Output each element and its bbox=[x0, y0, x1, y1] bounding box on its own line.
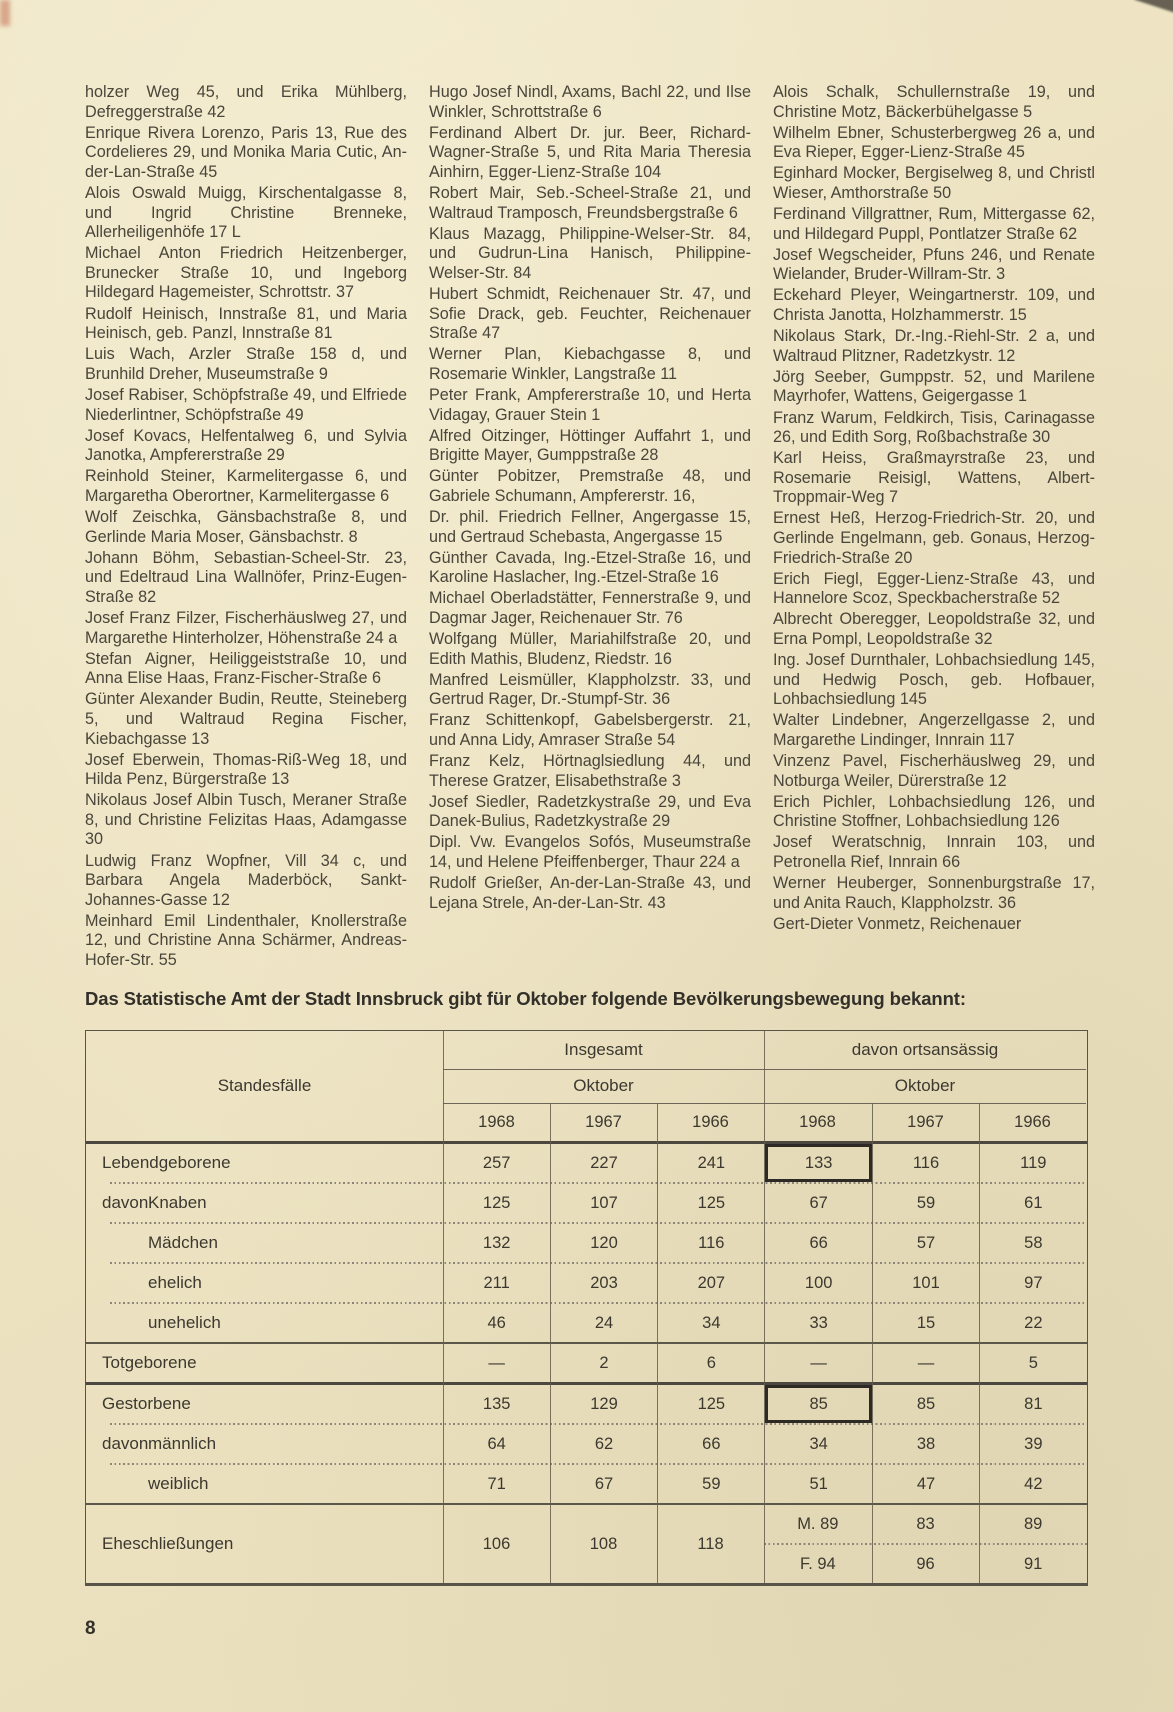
value-cell: 67 bbox=[594, 1474, 614, 1493]
value-cell: 46 bbox=[487, 1313, 506, 1332]
table-column-rule bbox=[657, 1103, 658, 1583]
register-entry: Luis Wach, Arzler Straße 158 d, und Brunhild Dreher, Museumstraße 9 bbox=[85, 345, 407, 383]
table-column-rule bbox=[872, 1103, 873, 1583]
value-cell: — bbox=[810, 1353, 827, 1372]
table-row-totgeborene bbox=[86, 1344, 1087, 1382]
value-cell: 116 bbox=[698, 1233, 725, 1252]
register-entry: Ing. Josef Durnthaler, Lohbachsiedlung 145, und Hedwig Posch, geb. Hofbauer, Lohbachsiedlung 145 bbox=[773, 651, 1095, 709]
group-header-insgesamt: Insgesamt bbox=[564, 1040, 643, 1059]
table-body bbox=[86, 1144, 1087, 1583]
register-entry: Franz Warum, Feldkirch, Tisis, Carinagasse 26, und Edith Sorg, Roßbachstraße 30 bbox=[773, 408, 1095, 447]
value-cell: 207 bbox=[697, 1273, 726, 1292]
table-header bbox=[86, 1031, 1087, 1141]
row-label bbox=[86, 1224, 443, 1262]
register-entry: Josef Rabiser, Schöpfstraße 49, und Elfriede Niederlintner, Schöpfstraße 49 bbox=[85, 385, 407, 424]
table-row-lebendgeborene bbox=[86, 1144, 1087, 1182]
value-cell: 96 bbox=[916, 1554, 935, 1573]
register-entry: Josef Siedler, Radetzkystraße 29, und Eva Danek-Bulius, Radetzkystraße 29 bbox=[429, 792, 751, 831]
year-header: 1966 bbox=[1014, 1112, 1051, 1131]
column-header-standesfaelle: Standesfälle bbox=[217, 1076, 312, 1095]
value-cell: 118 bbox=[697, 1534, 724, 1553]
value-cell: 67 bbox=[809, 1193, 828, 1212]
register-entry: Johann Böhm, Sebastian-Scheel-Str. 23, und Edeltraud Lina Wallnöfer, Prinz-Eugen-Straße 82 bbox=[85, 548, 407, 606]
table-row-davon-maennlich bbox=[86, 1425, 1087, 1463]
register-entry: Werner Heuberger, Sonnenburgstraße 17, und Anita Rauch, Klappholzstr. 36 bbox=[773, 874, 1095, 912]
names-column-left bbox=[85, 83, 407, 972]
value-cell: 89 bbox=[1023, 1514, 1043, 1533]
row-label-text: ehelich bbox=[148, 1273, 202, 1292]
value-cell: 39 bbox=[1024, 1434, 1043, 1453]
register-entry: Dipl. Vw. Evangelos Sofós, Museumstraße 14, und Helene Pfeiffenberger, Thaur 224 a bbox=[429, 833, 751, 872]
value-cell: 97 bbox=[1024, 1273, 1043, 1292]
value-cell: 119 bbox=[1020, 1153, 1047, 1172]
register-entry: Gert-Dieter Vonmetz, Reichenauer bbox=[773, 914, 1022, 933]
register-entry: Peter Frank, Ampfererstraße 10, und Herta Vidagay, Grauer Stein 1 bbox=[429, 385, 751, 424]
value-cell: 132 bbox=[482, 1233, 511, 1252]
scan-smudge-dark-icon bbox=[1134, 0, 1173, 14]
table-column-rule bbox=[550, 1103, 551, 1583]
register-entry: Reinhold Steiner, Karmelitergasse 6, und Margaretha Oberortner, Karmelitergasse 6 bbox=[85, 467, 407, 505]
register-entry: Ludwig Franz Wopfner, Vill 34 c, und Barbara Angela Maderböck, Sankt-Johannes-Gasse 12 bbox=[85, 851, 407, 909]
year-header: 1967 bbox=[907, 1112, 944, 1131]
row-label: Eheschließungen bbox=[102, 1534, 234, 1553]
local-split-cells bbox=[764, 1505, 1087, 1583]
register-entry: Wilhelm Ebner, Schusterbergweg 26 a, und Eva Rieper, Egger-Lienz-Straße 45 bbox=[773, 123, 1095, 162]
row-label-text: Mädchen bbox=[148, 1233, 218, 1252]
register-entry: Nikolaus Stark, Dr.-Ing.-Riehl-Str. 2 a, und Waltraud Plitzner, Radetzkystr. 12 bbox=[773, 327, 1095, 365]
value-cell: 24 bbox=[594, 1313, 614, 1332]
value-cell: 33 bbox=[809, 1313, 828, 1332]
register-entry: Werner Plan, Kiebachgasse 8, und Rosemarie Winkler, Langstraße 11 bbox=[429, 345, 751, 383]
table-row-weiblich bbox=[86, 1465, 1087, 1503]
month-header-ortsansaessig: Oktober bbox=[894, 1076, 956, 1095]
register-entry: Alois Schalk, Schullernstraße 19, und Christine Motz, Bäckerbühelgasse 5 bbox=[773, 83, 1095, 121]
register-entry: Rudolf Grießer, An-der-Lan-Straße 43, und Lejana Strele, An-der-Lan-Str. 43 bbox=[429, 874, 751, 912]
register-entry: Wolfgang Müller, Mariahilfstraße 20, und Edith Mathis, Bludenz, Riedstr. 16 bbox=[429, 630, 751, 668]
month-header-insgesamt: Oktober bbox=[573, 1076, 634, 1095]
register-entry: Günther Cavada, Ing.-Etzel-Straße 16, und Karoline Haslacher, Ing.-Etzel-Straße 16 bbox=[429, 548, 751, 587]
value-cell: 34 bbox=[702, 1313, 721, 1332]
row-label bbox=[86, 1425, 443, 1463]
register-entry: Josef Wegscheider, Pfuns 246, und Renate Wielander, Bruder-Willram-Str. 3 bbox=[773, 245, 1095, 284]
value-cell: 135 bbox=[482, 1394, 511, 1413]
register-entry: Nikolaus Josef Albin Tusch, Meraner Straße 8, und Christine Felizitas Haas, Adamgasse 30 bbox=[85, 791, 407, 849]
value-cell: 22 bbox=[1024, 1313, 1043, 1332]
register-entry: Günter Pobitzer, Premstraße 48, und Gabriele Schumann, Ampfererstr. 16, bbox=[429, 467, 751, 505]
table-row-ehelich bbox=[86, 1264, 1087, 1302]
register-entry: Manfred Leismüller, Klappholzstr. 33, und Gertrud Rager, Dr.-Stumpf-Str. 36 bbox=[429, 670, 751, 709]
register-entry: Robert Mair, Seb.-Scheel-Straße 21, und Waltraud Tramposch, Freundsbergstraße 6 bbox=[429, 183, 751, 222]
table-column-rule bbox=[443, 1031, 444, 1583]
register-entry: Meinhard Emil Lindenthaler, Knollerstraße 12, und Christine Anna Schärmer, Andreas-Hofer-Str. 55 bbox=[85, 911, 407, 970]
value-cell: 227 bbox=[590, 1153, 618, 1172]
row-label-text: unehelich bbox=[148, 1313, 221, 1332]
names-column-middle bbox=[429, 83, 751, 972]
value-cell: 61 bbox=[1024, 1193, 1043, 1212]
row-label-text: Gestorbene bbox=[102, 1394, 191, 1413]
register-entry: Josef Eberwein, Thomas-Riß-Weg 18, und Hilda Penz, Bürgerstraße 13 bbox=[85, 750, 407, 789]
page-number: 8 bbox=[85, 1618, 96, 1639]
register-entry: Josef Weratschnig, Innrain 103, und Petronella Rief, Innrain 66 bbox=[773, 833, 1095, 872]
value-cell: F. 94 bbox=[799, 1554, 836, 1573]
value-cell: 257 bbox=[482, 1153, 511, 1172]
marriage-register-columns bbox=[85, 83, 1095, 972]
group-header-ortsansaessig: davon ortsansässig bbox=[851, 1040, 999, 1059]
value-cell: 106 bbox=[482, 1534, 511, 1553]
value-cell: 64 bbox=[487, 1434, 506, 1453]
register-entry: Stefan Aigner, Heiliggeiststraße 10, und Anna Elise Haas, Franz-Fischer-Straße 6 bbox=[85, 649, 407, 688]
value-cell: M. 89 bbox=[797, 1514, 839, 1533]
row-label bbox=[86, 1304, 443, 1342]
register-entry: Hubert Schmidt, Reichenauer Str. 47, und Sofie Drack, geb. Feuchter, Reichenauer Straße 47 bbox=[429, 284, 751, 343]
value-cell: 47 bbox=[916, 1474, 936, 1493]
register-entry: Alois Oswald Muigg, Kirschentalgasse 8, und Ingrid Christine Brenneke, Allerheiligenhöfe 17 L bbox=[85, 183, 407, 242]
value-cell: 125 bbox=[697, 1394, 726, 1413]
value-cell: 81 bbox=[1024, 1394, 1043, 1413]
register-entry: Michael Anton Friedrich Heitzenberger, Brunecker Straße 10, und Ingeborg Hildegard Hagemeister, Schrottstr. 37 bbox=[85, 244, 407, 302]
value-cell: 100 bbox=[804, 1273, 833, 1292]
row-label bbox=[86, 1144, 443, 1182]
row-label-text: Totgeborene bbox=[102, 1353, 197, 1372]
register-entry: Klaus Mazagg, Philippine-Welser-Str. 84, und Gudrun-Lina Hanisch, Philippine-Welser-Str. 84 bbox=[429, 224, 751, 282]
row-label-text: Lebendgeborene bbox=[102, 1153, 231, 1172]
value-cell: 59 bbox=[916, 1193, 936, 1212]
statistics-heading: Das Statistische Amt der Stadt Innsbruck gibt für Oktober folgende Bevölkerungsbewegung bekannt: bbox=[85, 988, 966, 1009]
register-entry: Rudolf Heinisch, Innstraße 81, und Maria Heinisch, geb. Panzl, Innstraße 81 bbox=[85, 304, 407, 343]
value-cell: 6 bbox=[706, 1353, 716, 1372]
value-cell: 85 bbox=[765, 1385, 872, 1423]
row-label bbox=[86, 1344, 443, 1382]
row-label bbox=[86, 1264, 443, 1302]
value-cell: 66 bbox=[809, 1233, 828, 1252]
value-cell: 120 bbox=[590, 1233, 618, 1252]
value-cell: 42 bbox=[1024, 1474, 1043, 1493]
local-split-top bbox=[764, 1505, 1087, 1543]
value-cell: 125 bbox=[482, 1193, 511, 1212]
row-label-prefix: davon bbox=[102, 1434, 149, 1453]
scan-smudge-red-icon bbox=[0, 0, 10, 26]
table-row-unehelich bbox=[86, 1304, 1087, 1342]
register-entry: Franz Schittenkopf, Gabelsbergerstr. 21, und Anna Lidy, Amraser Straße 54 bbox=[429, 711, 751, 749]
year-header: 1967 bbox=[585, 1112, 622, 1131]
register-entry: Enrique Rivera Lorenzo, Paris 13, Rue des Cordelieres 29, und Monika Maria Cutic, An-der-Lan-Straße 45 bbox=[85, 123, 407, 181]
register-entry: Erich Fiegl, Egger-Lienz-Straße 43, und Hannelore Scoz, Speckbacherstraße 52 bbox=[773, 569, 1095, 608]
value-cell: 58 bbox=[1024, 1233, 1043, 1252]
register-entry: Eginhard Mocker, Bergiselweg 8, und Christl Wieser, Amthorstraße 50 bbox=[773, 164, 1095, 202]
table-column-rule bbox=[764, 1031, 765, 1583]
register-entry: Karl Heiss, Graßmayrstraße 23, und Rosemarie Reisigl, Wattens, Albert-Troppmair-Weg 7 bbox=[773, 449, 1095, 507]
table-column-rule bbox=[979, 1103, 980, 1583]
value-cell: 38 bbox=[916, 1434, 936, 1453]
value-cell: 66 bbox=[702, 1434, 721, 1453]
table-row-maedchen bbox=[86, 1224, 1087, 1262]
register-entry: Hugo Josef Nindl, Axams, Bachl 22, und Ilse Winkler, Schrottstraße 6 bbox=[429, 83, 751, 121]
register-entry: Dr. phil. Friedrich Fellner, Angergasse 15, und Gertraud Schebasta, Angergasse 15 bbox=[429, 507, 751, 546]
table-row-gestorbene bbox=[86, 1385, 1087, 1423]
names-column-right bbox=[773, 83, 1095, 972]
value-cell: 57 bbox=[916, 1233, 936, 1252]
value-cell: 15 bbox=[916, 1313, 936, 1332]
value-cell: 51 bbox=[809, 1474, 828, 1493]
value-cell: 108 bbox=[589, 1534, 618, 1553]
value-cell: 211 bbox=[483, 1273, 510, 1292]
value-cell: — bbox=[488, 1353, 505, 1372]
row-label-text: männlich bbox=[148, 1434, 217, 1453]
register-entry: Josef Kovacs, Helfentalweg 6, und Sylvia Janotka, Ampfererstraße 29 bbox=[85, 426, 407, 465]
year-header: 1968 bbox=[478, 1112, 515, 1131]
value-cell: 62 bbox=[594, 1434, 614, 1453]
value-cell: 5 bbox=[1028, 1353, 1038, 1372]
register-entry: Vinzenz Pavel, Fischerhäuslweg 29, und Notburga Weiler, Dürerstraße 12 bbox=[773, 752, 1095, 790]
register-entry: Alfred Oitzinger, Höttinger Auffahrt 1, und Brigitte Mayer, Gumppstraße 28 bbox=[429, 426, 751, 465]
year-header: 1968 bbox=[799, 1112, 836, 1131]
value-cell: 101 bbox=[912, 1273, 940, 1292]
register-entry: Ernest Heß, Herzog-Friedrich-Str. 20, und Gerlinde Engelmann, geb. Gonaus, Herzog-Friedrich-Straße 20 bbox=[773, 509, 1095, 567]
register-entry: Josef Franz Filzer, Fischerhäuslweg 27, und Margarethe Hinterholzer, Höhenstraße 24 a bbox=[85, 608, 407, 647]
row-label-text: weiblich bbox=[148, 1474, 209, 1493]
value-cell: 71 bbox=[487, 1474, 506, 1493]
value-cell: 34 bbox=[809, 1434, 828, 1453]
value-cell: 133 bbox=[765, 1144, 872, 1182]
register-entry: holzer Weg 45, und Erika Mühlberg, Defreggerstraße 42 bbox=[85, 83, 407, 121]
row-label bbox=[86, 1184, 443, 1222]
register-entry: Günter Alexander Budin, Reutte, Steineberg 5, und Waltraud Regina Fischer, Kiebachgasse 13 bbox=[85, 690, 407, 748]
row-label-text: Knaben bbox=[148, 1193, 207, 1212]
year-header: 1966 bbox=[692, 1112, 729, 1131]
value-cell: 107 bbox=[590, 1193, 618, 1212]
register-entry: Franz Kelz, Hörtnaglsiedlung 44, und Therese Gratzer, Elisabethstraße 3 bbox=[429, 752, 751, 790]
table-row-eheschliessungen bbox=[86, 1505, 1087, 1583]
register-entry: Walter Lindebner, Angerzellgasse 2, und Margarethe Lindinger, Innrain 117 bbox=[773, 711, 1095, 749]
population-statistics-table bbox=[85, 1030, 1088, 1586]
value-cell: — bbox=[917, 1353, 935, 1372]
register-entry: Albrecht Oberegger, Leopoldstraße 32, und Erna Pompl, Leopoldstraße 32 bbox=[773, 610, 1095, 649]
register-entry: Ferdinand Albert Dr. jur. Beer, Richard-Wagner-Straße 5, und Rita Maria Theresia Ainhirn, Egger-Lienz-Straße 104 bbox=[429, 123, 751, 181]
register-entry: Erich Pichler, Lohbachsiedlung 126, und Christine Stoffner, Lohbachsiedlung 126 bbox=[773, 792, 1095, 831]
register-entry: Ferdinand Villgrattner, Rum, Mittergasse 62, und Hildegard Puppl, Pontlatzer Straße 62 bbox=[773, 205, 1095, 243]
register-entry: Jörg Seeber, Gumppstr. 52, und Marilene Mayrhofer, Wattens, Geigergasse 1 bbox=[773, 367, 1095, 406]
value-cell: 129 bbox=[590, 1394, 618, 1413]
register-entry: Eckehard Pleyer, Weingartnerstr. 109, und Christa Janotta, Holzhammerstr. 15 bbox=[773, 286, 1095, 325]
local-split-bottom bbox=[764, 1545, 1087, 1583]
value-cell: 91 bbox=[1023, 1554, 1043, 1573]
value-cell: 85 bbox=[916, 1394, 936, 1413]
value-cell: 241 bbox=[697, 1153, 726, 1172]
value-cell: 125 bbox=[697, 1193, 726, 1212]
value-cell: 116 bbox=[912, 1153, 940, 1172]
register-entry: Wolf Zeischka, Gänsbachstraße 8, und Gerlinde Maria Moser, Gänsbachstr. 8 bbox=[85, 507, 407, 546]
row-label bbox=[86, 1465, 443, 1503]
value-cell: 59 bbox=[702, 1474, 721, 1493]
value-cell: 203 bbox=[590, 1273, 618, 1292]
row-label-prefix: davon bbox=[102, 1193, 149, 1212]
value-cell: 2 bbox=[599, 1353, 609, 1372]
register-entry: Michael Oberladstätter, Fennerstraße 9, und Dagmar Jager, Reichenauer Str. 76 bbox=[429, 589, 751, 627]
table-row-davon-knaben bbox=[86, 1184, 1087, 1222]
value-cell: 83 bbox=[916, 1514, 935, 1533]
row-label bbox=[86, 1385, 443, 1423]
